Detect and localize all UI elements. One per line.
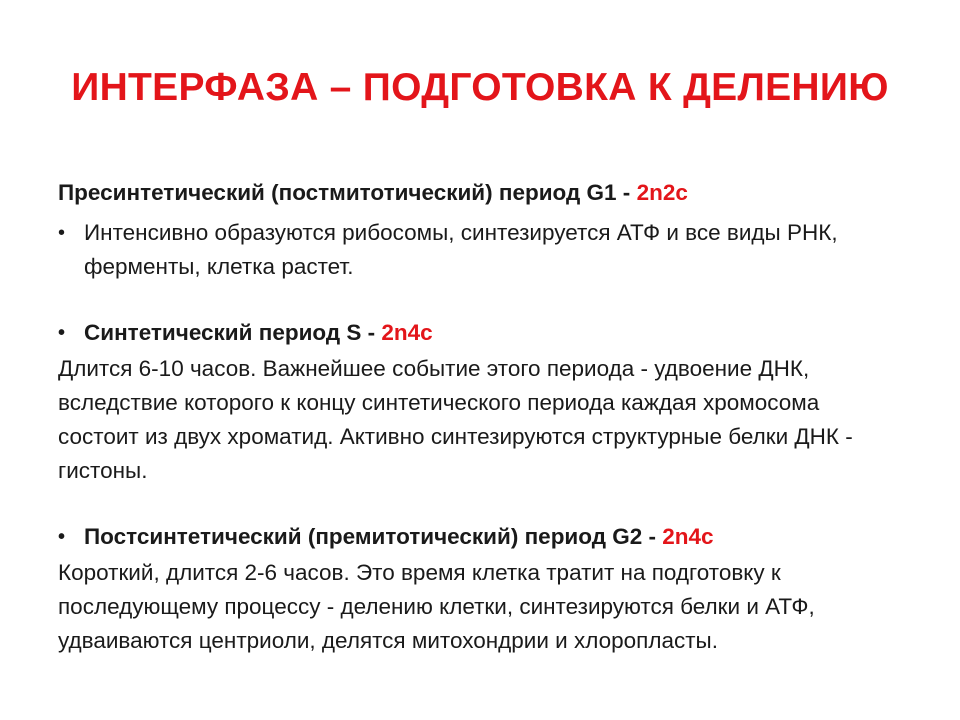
section-s-heading-text: Синтетический период S - — [84, 320, 382, 345]
bullet-dot: • — [58, 222, 66, 244]
section-g2-heading-text: Постсинтетический (премитотический) период G2 - — [84, 524, 663, 549]
bullet-dot: • — [58, 322, 66, 344]
slide-content — [58, 176, 918, 658]
section-g1-heading-text: Пресинтетический (постмитотический) период G1 - — [58, 180, 637, 205]
section-g2-formula: 2n4c — [662, 524, 714, 549]
slide-title: ИНТЕРФАЗА – ПОДГОТОВКА К ДЕЛЕНИЮ — [71, 66, 889, 109]
section-g1-text: Интенсивно образуются рибосомы, синтезируется АТФ и все виды РНК, ферменты, клетка растет. — [84, 220, 838, 279]
section-g1-formula: 2n2c — [636, 180, 688, 205]
section-g2-text: Короткий, длится 2-6 часов. Это время клетка тратит на подготовку к последующему процессу - делению клетки, синтезируются белки и АТФ, удваиваются центриоли, делятся митохондрии и хлоропласты. — [58, 560, 815, 653]
bullet-dot: • — [58, 526, 66, 548]
section-g1-bullet — [58, 216, 918, 284]
section-s-text: Длится 6-10 часов. Важнейшее событие этого периода - удвоение ДНК, вследствие которого к концу синтетического периода каждая хромосома состоит из двух хроматид. Активно синтезируются структурные белки ДНК - гистоны. — [58, 356, 853, 483]
section-g1-heading — [58, 176, 918, 210]
section-s-formula: 2n4c — [381, 320, 433, 345]
section-g2-heading — [58, 520, 918, 554]
section-s-heading — [58, 316, 918, 350]
